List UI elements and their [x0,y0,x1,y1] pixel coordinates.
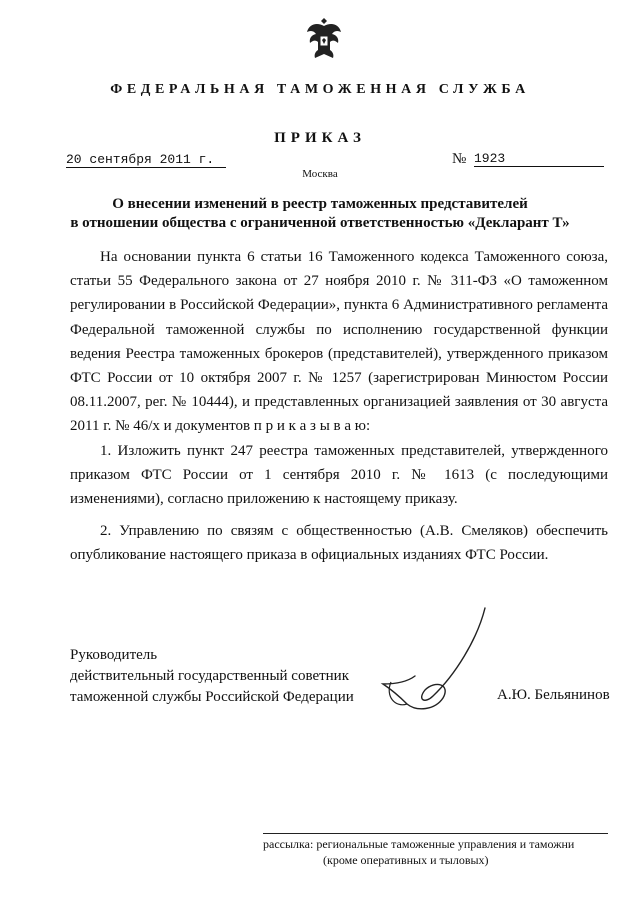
signatory-role-2: действительный государственный советник [70,668,350,684]
order-item-1: 1. Изложить пункт 247 реестра таможенных представителей, утвержденного приказом ФТС России от 1 сентября 2010 г. № 1613 (с последующими изменениями), согласно приложению к настоящему приказу. [70,442,608,508]
signatory-title [70,645,354,708]
order-number: 1923 [474,152,604,167]
number-sign: № [452,151,467,167]
signatory-role-3: таможенной службы Российской Федерации [70,689,354,705]
city: Москва [302,168,338,180]
document-type: ПРИКАЗ [274,130,366,146]
coat-of-arms-icon [305,14,343,64]
order-date: 20 сентября 2011 г. [66,153,226,168]
agency-name: ФЕДЕРАЛЬНАЯ ТАМОЖЕННАЯ СЛУЖБА [110,82,530,97]
signatory-name: А.Ю. Бельянинов [497,687,610,703]
divider [263,833,608,834]
body-paragraph: На основании пункта 6 статьи 16 Таможенного кодекса Таможенного союза, статьи 55 Федерального закона от 27 ноября 2010 г. № 311-ФЗ «О таможенном регулировании в Российской Федерации», пункта 6 Административного регламента Федеральной таможенной службы по исполнению государственной функции ведения Реестра таможенных брокеров (представителей), утвержденного приказом ФТС России от 10 октября 2007 г. № 1257 (зарегистрирован Минюстом России 08.11.2007, рег. № 10444), и представленных организацией заявления от 30 августа 2011 г. № 46/х и документов п р и к а з ы в а ю: [70,249,608,435]
mailing-line-1: рассылка: региональные таможенные управления и таможни [263,837,575,851]
mailing-line-2: (кроме оперативных и тыловых) [323,853,489,867]
document-body [70,245,608,568]
title-line-1: О внесении изменений в реестр таможенных представителей [112,196,528,212]
signatory-role-1: Руководитель [70,647,158,663]
mailing-list [263,836,608,868]
handwritten-signature [355,600,515,720]
document-title [70,195,570,233]
title-line-2: в отношении общества с ограниченной ответственностью «Декларант Т» [70,215,570,231]
order-item-2: 2. Управлению по связям с общественностью (А.В. Смеляков) обеспечить опубликование настоящего приказа в официальных изданиях ФТС России. [70,523,608,564]
